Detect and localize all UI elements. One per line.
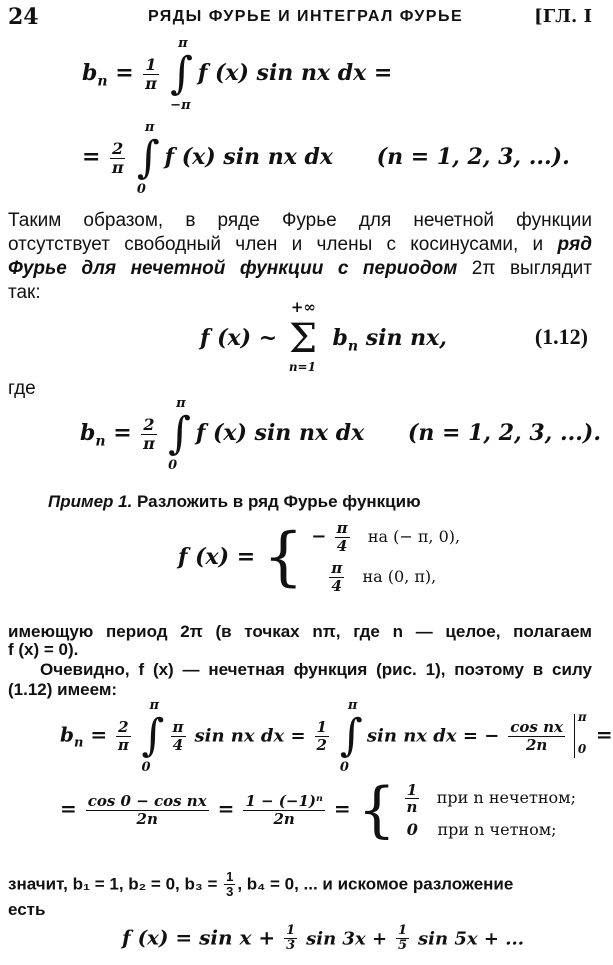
equation-piecewise-function [178, 520, 460, 594]
paragraph-line: имеющую период 2π (в точках nπ, где n — целое, полагаем [8, 622, 592, 641]
eq2-condition: (n = 1, 2, 3, ...). [376, 144, 570, 170]
para3-den: 3 [226, 884, 234, 900]
eq6-h-num: 1 [316, 718, 327, 736]
paragraph-line: (1.12) имеем: [8, 680, 118, 699]
equation-bn-cases [60, 775, 576, 845]
eq6-pi-over-4 [171, 719, 186, 753]
eq1-int-upper: π [178, 36, 188, 51]
eq2-coef-den: π [111, 157, 124, 177]
eq8-frac-a [284, 924, 297, 954]
paragraph-line: Очевидно, f (x) — нечетная функция (рис. 1), поэтому в силу [40, 660, 592, 679]
sum-symbol-icon: +∞ Σ n=1 [288, 298, 318, 374]
equation-bn-computation [60, 698, 613, 775]
eq7-case1-frac [405, 782, 419, 816]
eq6-int2-lower: 0 [339, 760, 349, 775]
eq5-lhs: f (x) = [178, 544, 256, 570]
eq4-sub: n [95, 433, 106, 450]
eq8-a-den: 3 [286, 938, 296, 954]
page-header [8, 4, 592, 30]
eq6-half [315, 719, 329, 753]
eq4-int-upper: π [176, 396, 186, 411]
eq7-b-num: 1 − (−1)ⁿ [245, 792, 323, 810]
page-number: 24 [8, 4, 39, 30]
eq2-equals: = [82, 144, 101, 170]
eq7-frac-b [243, 793, 325, 827]
eq7-case-2 [403, 820, 576, 839]
eq6-coefficient [116, 719, 130, 753]
example-heading [48, 492, 421, 512]
para3-one-third [224, 870, 235, 900]
eq6-sub: n [73, 735, 84, 751]
para3-line1-c: , b₄ = 0, ... и искомое разложение [237, 874, 514, 894]
eq5-case2-frac [329, 560, 344, 594]
where-word: где [8, 378, 36, 399]
left-brace-icon: { [262, 520, 304, 594]
eq5-case1-den: 4 [336, 536, 348, 555]
eq5-case1-text: на (− π, 0), [367, 527, 461, 546]
para1-line3-text: 2π выглядит [457, 258, 592, 279]
eq3-rest: sin nx, [358, 325, 447, 351]
eq7-equals-1: = [60, 796, 77, 821]
eq4-coef-num: 2 [143, 414, 155, 434]
eq4-lhs: b [80, 420, 96, 446]
chapter-label: [ГЛ. I [534, 6, 592, 27]
left-brace-icon: { [357, 775, 396, 845]
eq5-case2-den: 4 [331, 576, 342, 595]
eq4-integral-sign: π ∫ 0 [168, 396, 192, 473]
eq8-tail: sin 5x + ... [418, 928, 525, 950]
eq7-b-den: 2n [273, 809, 295, 828]
eq5-case2-text: на (0, π), [362, 567, 437, 586]
eq5-case1-num: π [336, 519, 348, 537]
eq1-coef-den: π [145, 73, 157, 93]
eq2-int-upper: π [144, 120, 155, 135]
eq6-int2-upper: π [347, 698, 358, 713]
example-label: Пример 1. [48, 492, 133, 511]
eq6-integral-sign-2: π ∫ 0 [339, 698, 363, 775]
paragraph-line: f (x) = 0). [8, 640, 79, 659]
eq3-term: b [332, 325, 348, 351]
eq2-integral-sign: π ∫ 0 [136, 120, 160, 197]
paragraph-line [8, 258, 592, 280]
eq3-sum-upper: +∞ [290, 298, 316, 316]
eq3-sub: n [347, 338, 359, 355]
eq6-h-den: 2 [316, 735, 327, 754]
equation-bn-simplified [82, 120, 570, 197]
eq7-c2-val: 0 [406, 819, 418, 839]
eq8-lhs: f (x) = sin x + [122, 925, 276, 950]
para1-line2-text: отсутствует свободный член и члены с косинусами, и [8, 234, 558, 255]
eq7-c1-text: при n нечетном; [436, 788, 576, 807]
eq1-coefficient [143, 56, 158, 92]
eq6-bar-lower: 0 [577, 742, 587, 756]
eq7-c1-num: 1 [406, 780, 418, 799]
eq7-cases [403, 782, 576, 839]
eq8-a-num: 1 [286, 923, 296, 938]
para1-line3-italic: Фурье для нечетной функции с периодом [8, 258, 458, 279]
paragraph-line [8, 234, 592, 256]
equation-bn-coefficients [80, 396, 601, 473]
eq2-coefficient [110, 140, 125, 176]
eq3-sum-lower: n=1 [288, 360, 316, 374]
eq7-a-den: 2n [136, 809, 158, 828]
eq5-case2-num: π [331, 559, 343, 577]
paragraph-line: так: [8, 282, 41, 303]
equation-final-expansion [122, 924, 524, 954]
eq7-equals-2: = [217, 796, 235, 821]
eq6-tail: = [595, 722, 613, 747]
running-title: РЯДЫ ФУРЬЕ И ИНТЕГРАЛ ФУРЬЕ [148, 8, 464, 25]
eq1-integrand: f (x) sin nx dx = [197, 60, 393, 86]
eq1-coef-num: 1 [145, 54, 157, 74]
eq1-int-lower: −π [170, 98, 191, 113]
eq5-case-2 [311, 560, 460, 594]
eq1-integral-sign: π ∫ −π [170, 36, 194, 113]
eq6-cos-frac [508, 719, 565, 753]
paragraph-line [8, 870, 513, 900]
equation-number: (1.12) [534, 324, 588, 349]
eq6-f-den: 4 [172, 735, 184, 754]
equation-fourier-series [200, 298, 447, 374]
eq5-cases [311, 520, 460, 594]
eq6-int-upper: π [149, 698, 160, 713]
para1-line2-italic: ряд [557, 234, 592, 255]
eq7-a-num: cos 0 − cos nx [87, 792, 207, 810]
eq8-b-den: 5 [398, 938, 408, 954]
eq6-evaluation-bar [574, 710, 589, 758]
paragraph-line: Таким образом, в ряде Фурье для нечетной функции [8, 210, 592, 231]
eq4-equals: = [113, 420, 132, 446]
eq3-lhs: f (x) ~ [200, 325, 278, 351]
eq7-c2-text: при n четном; [437, 819, 557, 839]
eq7-equals-3: = [333, 796, 351, 821]
eq4-condition: (n = 1, 2, 3, ...). [407, 420, 601, 446]
paragraph-line: есть [8, 900, 46, 919]
eq6-g-num: cos nx [510, 718, 563, 736]
eq6-coef-num: 2 [118, 718, 129, 736]
eq4-int-lower: 0 [168, 458, 178, 473]
eq5-case1-sign: − [311, 526, 327, 547]
eq2-integrand: f (x) sin nx dx [164, 144, 333, 170]
eq5-case1-frac [335, 520, 350, 554]
eq6-lhs: b [60, 722, 74, 747]
eq6-part1: sin nx dx = [194, 725, 306, 747]
eq6-int-lower: 0 [141, 760, 151, 775]
eq2-coef-num: 2 [112, 138, 124, 158]
example-text: Разложить в ряд Фурье функцию [132, 492, 421, 511]
eq7-case-1 [403, 782, 576, 816]
eq1-lhs: b [82, 60, 98, 86]
eq6-equals: = [90, 722, 108, 747]
eq4-coef-den: π [143, 433, 155, 453]
eq7-frac-a [86, 793, 209, 827]
eq4-integrand: f (x) sin nx dx [195, 420, 365, 446]
eq8-mid: sin 3x + [306, 928, 388, 950]
eq7-c1-den: n [406, 798, 418, 816]
eq1-sub: n [97, 73, 108, 90]
equation-bn-definition [82, 36, 393, 113]
eq6-coef-den: π [117, 735, 129, 754]
eq6-f-num: π [172, 718, 184, 736]
eq2-int-lower: 0 [136, 182, 146, 197]
eq6-g-den: 2n [525, 735, 548, 754]
para3-line1-b: ₁ = 1, b₂ = 0, b₃ = [82, 874, 223, 894]
eq8-b-num: 1 [398, 923, 408, 938]
para3-num: 1 [226, 869, 234, 884]
eq6-bar-upper: π [577, 710, 587, 724]
para3-line1-a: значит, b [8, 874, 83, 894]
eq5-case-1 [311, 520, 460, 554]
eq6-integral-sign-1: π ∫ 0 [141, 698, 165, 775]
eq1-equals: = [115, 60, 134, 86]
eq6-part2: sin nx dx = − [366, 725, 500, 747]
eq4-coefficient [141, 416, 156, 452]
eq8-frac-b [396, 924, 409, 954]
